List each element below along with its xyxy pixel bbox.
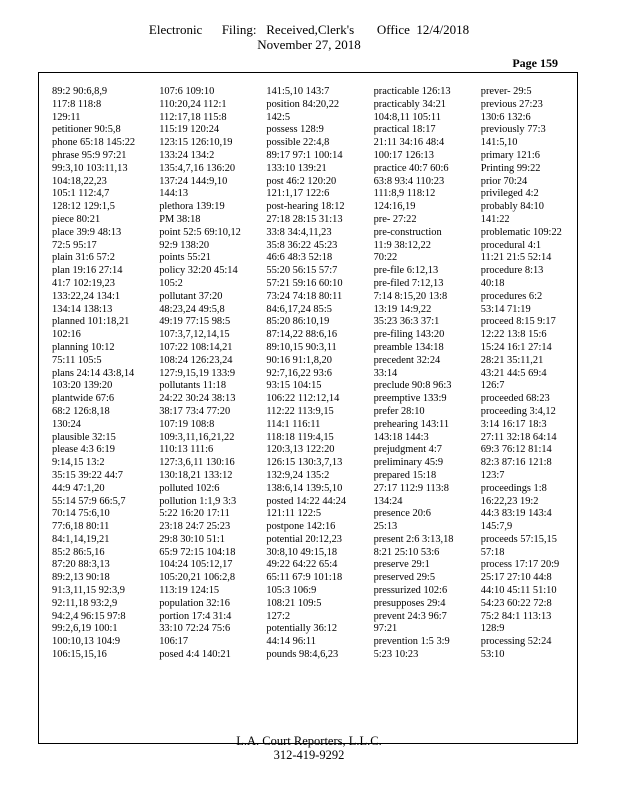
index-line: 114:1 116:11 [266,418,321,430]
index-line: 24:22 30:24 38:13 [159,393,236,405]
index-line: please 4:3 6:19 [52,444,115,456]
index-line: presence 20:6 [373,508,431,520]
index-line: position 84:20,22 [266,98,340,110]
index-line: 126:15 130:3,7,13 [266,457,343,469]
index-line: pre-construction [373,226,442,238]
index-line: proceeded 68:23 [480,393,550,405]
index-line: preserved 29:5 [373,572,436,584]
filing-date: November 27, 2018 [257,37,361,52]
index-line: 44:10 45:11 51:10 [480,585,557,597]
index-line: 11:21 21:5 52:14 [480,252,552,264]
index-line: procedures 6:2 [480,290,543,302]
index-line: 111:8,9 118:12 [373,188,436,200]
index-line: 102:16 [52,329,81,341]
index-line: practicably 34:21 [373,98,446,110]
index-line: plan 19:16 27:14 [52,265,123,277]
index-line: 128:9 [480,623,505,635]
index-line: 35:15 39:22 44:7 [52,469,124,481]
index-line: pounds 98:4,6,23 [266,649,339,661]
index-line: 48:23,24 49:5,8 [159,303,225,315]
index-line: 105:20,21 106:2,8 [159,572,236,584]
index-line: 73:24 74:18 80:11 [266,290,343,302]
index-line: 142:5 [266,111,291,123]
index-line: 94:2,4 96:15 97:8 [52,610,126,622]
index-line: 13:19 14:9,22 [373,303,432,315]
index-line: primary 121:6 [480,149,540,161]
index-line: preserve 29:1 [373,559,430,571]
index-line: 72:5 95:17 [52,239,97,251]
index-line: 138:6,14 139:5,10 [266,482,343,494]
index-line: procedure 8:13 [480,265,544,277]
index-line: 92:9 138:20 [159,239,210,251]
index-line: practicable 126:13 [373,86,451,97]
index-column [40,86,147,736]
index-line: 35:23 36:3 37:1 [373,316,440,328]
index-line: 25:17 27:10 44:8 [480,572,552,584]
index-line: 5:23 10:23 [373,649,419,661]
index-line: 33:10 72:24 75:6 [159,623,231,635]
reporter-phone: 312-419-9292 [273,748,345,762]
index-line: 87:14,22 88:6,16 [266,329,338,341]
index-line: 57:18 [480,546,505,558]
index-line: 49:19 77:15 98:5 [159,316,231,328]
index-line: 141:22 [480,213,510,225]
index-line: 28:21 35:11,21 [480,354,544,366]
index-line: planned 101:18,21 [52,316,130,328]
index-line: 144:13 [159,188,189,200]
index-line: problematic 109:22 [480,226,562,238]
index-line: prever- 29:5 [480,86,532,97]
index-line: 109:3,11,16,21,22 [159,431,235,443]
index-line: prepared 15:18 [373,469,437,481]
index-line: 35:8 36:22 45:23 [266,239,338,251]
index-line: 145:7,9 [480,521,513,533]
index-line: 112:22 113:9,15 [266,405,334,417]
index-line: 129:11 [52,111,81,123]
index-line: 38:17 73:4 77:20 [159,405,231,417]
index-line: preamble 134:18 [373,341,444,353]
index-line: pollution 1:1,9 3:3 [159,495,237,507]
index-line: 112:17,18 115:8 [159,111,227,123]
index-line: preliminary 45:9 [373,457,444,469]
index-line: potential 20:12,23 [266,533,342,545]
index-line: 104:8,11 105:11 [373,111,441,123]
index-line: 120:3,13 122:20 [266,444,335,456]
filing-stamp: Electronic Filing: Received,Clerk's Office 12/4/2018 [148,22,470,37]
index-line: 107:6 109:10 [159,86,215,97]
index-line: 9:14,15 13:2 [52,457,105,469]
index-line: 134:14 138:13 [52,303,113,315]
index-line: 105:2 [159,277,183,289]
index-line: 7:14 8:15,20 13:8 [373,290,448,302]
index-line: 87:20 88:3,13 [52,559,110,571]
index-line: 53:10 [480,649,505,661]
index-line: 57:21 59:16 60:10 [266,277,343,289]
index-line: 132:9,24 135:2 [266,469,330,481]
index-line: 110:13 111:6 [159,444,214,456]
index-line: 141:5,10 [480,137,518,149]
index-line: 89:17 97:1 100:14 [266,149,343,161]
index-line: prior 70:24 [480,175,528,187]
index-line: 91:3,11,15 92:3,9 [52,585,125,597]
index-line: 44:9 47:1,20 [52,482,105,494]
index-line: 89:10,15 90:3,11 [266,341,337,353]
index-line: 110:20,24 112:1 [159,98,227,110]
index-line: 84:1,14,19,21 [52,533,110,545]
index-line: 108:21 109:5 [266,597,322,609]
index-line: 44:3 83:19 143:4 [480,508,552,520]
index-line: 15:24 16:1 27:14 [480,341,552,353]
index-line: 63:8 93:4 110:23 [373,175,445,187]
index-line: preemptive 133:9 [373,393,447,405]
index-line: 53:14 71:19 [480,303,531,315]
index-line: 3:14 16:17 18:3 [480,418,547,430]
index-line: 89:2,13 90:18 [52,572,110,584]
index-line: post 46:2 120:20 [266,175,337,187]
index-line: 106:15,15,16 [52,649,107,661]
index-line: practice 40:7 60:6 [373,162,449,174]
index-line: possess 128:9 [266,124,324,136]
index-line: plethora 139:19 [159,201,225,213]
index-line: 107:19 108:8 [159,418,215,430]
index-line: 105:3 106:9 [266,585,317,597]
index-line: processing 52:24 [480,636,552,648]
index-line: point 52:5 69:10,12 [159,226,241,238]
index-line: 40:18 [480,277,505,289]
index-line: 5:22 16:20 17:11 [159,508,230,520]
index-line: 85:2 86:5,16 [52,546,105,558]
index-line: 21:11 34:16 48:4 [373,137,445,149]
index-line: 27:18 28:15 31:13 [266,213,343,225]
index-line: 92:11,18 93:2,9 [52,597,118,609]
index-line: pre-filed 7:12,13 [373,277,444,289]
index-line: 133:22,24 134:1 [52,290,121,302]
index-line: 16:22,23 19:2 [480,495,539,507]
index-column [469,86,576,736]
index-line: practical 18:17 [373,124,436,136]
index-line: pollutant 37:20 [159,290,223,302]
index-line: 123:7 [480,469,505,481]
index-line: 100:17 126:13 [373,149,434,161]
index-line: 124:16,19 [373,201,416,213]
index-line: 65:11 67:9 101:18 [266,572,343,584]
index-line: 77:6,18 80:11 [52,521,110,533]
index-line: 12:22 13:8 15:6 [480,329,547,341]
index-line: phrase 95:9 97:21 [52,149,127,161]
index-line: policy 32:20 45:14 [159,265,238,277]
index-line: 121:1,17 122:6 [266,188,330,200]
index-line: 118:18 119:4,15 [266,431,334,443]
index-line: pre-file 6:12,13 [373,265,439,277]
page-number: Page 159 [512,56,558,70]
index-line: 82:3 87:16 121:8 [480,457,552,469]
index-line: 92:7,16,22 93:6 [266,367,332,379]
index-line: 133:24 134:2 [159,149,215,161]
index-line: process 17:17 20:9 [480,559,560,571]
index-line: 49:22 64:22 65:4 [266,559,338,571]
index-line: 69:3 76:12 81:14 [480,444,552,456]
index-line: 55:20 56:15 57:7 [266,265,338,277]
index-line: 27:11 32:18 64:14 [480,431,557,443]
index-line: 108:24 126:23,24 [159,354,233,366]
index-line: 133:10 139:21 [266,162,327,174]
index-line: postpone 142:16 [266,521,336,533]
index-line: present 2:6 3:13,18 [373,533,454,545]
index-line: 44:14 96:11 [266,636,316,648]
index-line: 70:14 75:6,10 [52,508,110,520]
index-line: pressurized 102:6 [373,585,448,597]
index-line: presupposes 29:4 [373,597,446,609]
index-line: 8:21 25:10 53:6 [373,546,440,558]
index-line: 75:2 84:1 113:13 [480,610,552,622]
index-line: 113:19 124:15 [159,585,220,597]
index-line: pre- 27:22 [373,213,417,225]
index-line: 99:2,6,19 100:1 [52,623,118,635]
index-line: phone 65:18 145:22 [52,137,136,149]
index-column [362,86,469,736]
index-line: posed 4:4 140:21 [159,649,231,661]
index-line: precedent 32:24 [373,354,441,366]
index-line: 134:24 [373,495,403,507]
index-line: preclude 90:8 96:3 [373,380,452,392]
index-line: 68:2 126:8,18 [52,405,110,417]
index-line: potentially 36:12 [266,623,338,635]
index-line: 127:9,15,19 133:9 [159,367,236,379]
index-line: 54:23 60:22 72:8 [480,597,552,609]
index-line: 85:20 86:10,19 [266,316,330,328]
index-line: proceeding 3:4,12 [480,405,556,417]
index-line: 106:17 [159,636,189,648]
index-line: 137:24 144:9,10 [159,175,228,187]
index-line: 89:2 90:6,8,9 [52,86,108,97]
index-line: plain 31:6 57:2 [52,252,115,264]
index-line: 128:12 129:1,5 [52,201,115,213]
index-line: 121:11 122:5 [266,508,322,520]
index-line: portion 17:4 31:4 [159,610,232,622]
index-line: Printing 99:22 [480,162,541,174]
index-line: proceedings 1:8 [480,482,547,494]
index-line: 11:9 38:12,22 [373,239,431,251]
index-line: 43:21 44:5 69:4 [480,367,547,379]
index-line: 127:3,6,11 130:16 [159,457,235,469]
index-line: 97:21 [373,623,398,635]
index-line: pre-filing 143:20 [373,329,445,341]
index-line: 130:24 [52,418,81,430]
index-line: privileged 4:2 [480,188,539,200]
index-line: 123:15 126:10,19 [159,137,233,149]
index-line: prevent 24:3 96:7 [373,610,447,622]
index-line: previously 77:3 [480,124,546,136]
index-line: 127:2 [266,610,291,622]
index-line: 115:19 120:24 [159,124,220,136]
index-columns [40,86,576,736]
index-line: prevention 1:5 3:9 [373,636,450,648]
index-line: 65:9 72:15 104:18 [159,546,236,558]
index-line: PM 38:18 [159,213,201,225]
index-line: population 32:16 [159,597,230,609]
index-line: 55:14 57:9 66:5,7 [52,495,126,507]
index-line: 33:8 34:4,11,23 [266,226,332,238]
index-line: 23:18 24:7 25:23 [159,521,231,533]
index-line: 107:3,7,12,14,15 [159,329,230,341]
index-line: 143:18 144:3 [373,431,429,443]
index-line: prefer 28:10 [373,405,425,417]
index-line: 130:6 132:6 [480,111,531,123]
index-line: polluted 102:6 [159,482,220,494]
index-line: proceed 8:15 9:17 [480,316,556,328]
index-line: proceeds 57:15,15 [480,533,557,545]
index-line: 107:22 108:14,21 [159,341,233,353]
index-line: previous 27:23 [480,98,543,110]
index-line: points 55:21 [159,252,211,264]
index-line: 117:8 118:8 [52,98,102,110]
index-line: 99:3,10 103:11,13 [52,162,128,174]
index-line: 93:15 104:15 [266,380,322,392]
index-line: 104:24 105:12,17 [159,559,233,571]
index-line: 104:18,22,23 [52,175,107,187]
index-line: prehearing 143:11 [373,418,450,430]
index-line: probably 84:10 [480,201,544,213]
index-line: 27:17 112:9 113:8 [373,482,449,494]
index-line: 130:18,21 133:12 [159,469,233,481]
index-line: 105:1 112:4,7 [52,188,110,200]
index-line: 29:8 30:10 51:1 [159,533,225,545]
index-line: 75:11 105:5 [52,354,102,366]
index-line: posted 14:22 44:24 [266,495,347,507]
index-line: possible 22:4,8 [266,137,330,149]
index-line: 100:10,13 104:9 [52,636,121,648]
index-column [147,86,254,736]
index-line: 90:16 91:1,8,20 [266,354,332,366]
index-line: place 39:9 48:13 [52,226,122,238]
index-line: 135:4,7,16 136:20 [159,162,236,174]
index-line: 106:22 112:12,14 [266,393,340,405]
index-line: 46:6 48:3 52:18 [266,252,333,264]
reporter-name: L.A. Court Reporters, L.L.C. [236,734,382,748]
index-line: petitioner 90:5,8 [52,124,121,136]
index-line: plans 24:14 43:8,14 [52,367,135,379]
index-line: prejudgment 4:7 [373,444,442,456]
index-line: 70:22 [373,252,398,264]
index-line: plausible 32:15 [52,431,116,443]
index-line: 126:7 [480,380,505,392]
index-line: pollutants 11:18 [159,380,227,392]
index-line: 41:7 102:19,23 [52,277,115,289]
index-line: post-hearing 18:12 [266,201,345,213]
index-line: 141:5,10 143:7 [266,86,330,97]
index-line: 33:14 [373,367,398,379]
index-line: 84:6,17,24 85:5 [266,303,332,315]
index-line: 25:13 [373,521,398,533]
index-line: procedural 4:1 [480,239,542,251]
index-line: piece 80:21 [52,213,101,225]
index-line: 30:8,10 49:15,18 [266,546,338,558]
index-line: planning 10:12 [52,341,115,353]
index-column [254,86,361,736]
index-line: plantwide 67:6 [52,393,115,405]
index-line: 103:20 139:20 [52,380,113,392]
